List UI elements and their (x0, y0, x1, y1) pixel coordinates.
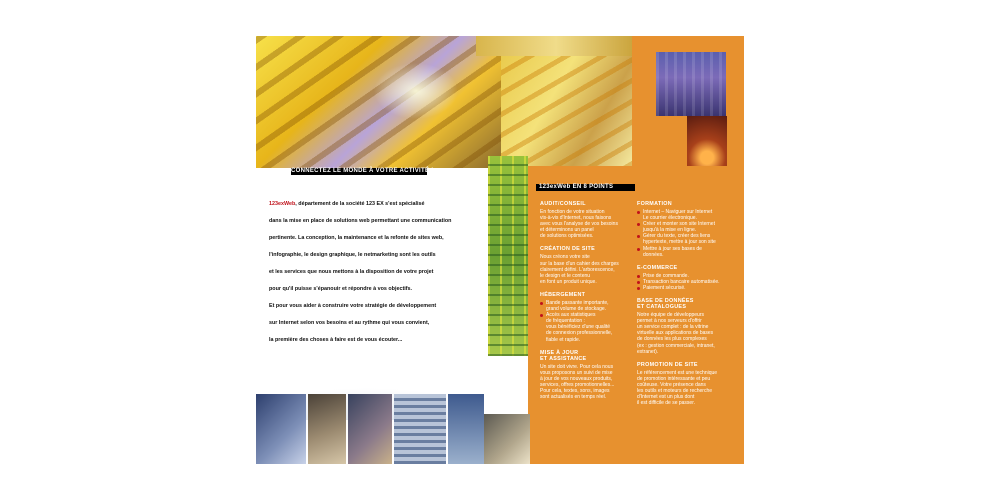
bullet-item: Gérer du texte, créer des liens hypertexte, mettre à jour son site (637, 233, 733, 245)
section-promotion: PROMOTION DE SITE Le référencement est une technique de promotion intéressante et peu coûteuse. Votre présence dans les outils et moteurs de recherche d'Internet est un plus dont il est difficile de se passer. (637, 362, 733, 407)
bullet-item: Internet – Naviguer sur Internet Le courrier électronique. (637, 209, 733, 221)
cables-photo-band (476, 36, 636, 56)
section-hebergement (540, 292, 636, 343)
section-title: HÉBERGEMENT (540, 291, 586, 298)
section-creation: CRÉATION DE SITE Nous créons votre site sur la base d'un cahier des charges clairement défini. L'arborescence, le design et le contenu en font un produit unique. (540, 246, 636, 284)
section-title: PROMOTION DE SITE (637, 361, 698, 368)
intro-line: et les services que nous mettons à la disposition de votre projet (269, 269, 434, 275)
bullet-item: Créer et monter son site Internet jusqu'à la mise en ligne. (637, 221, 733, 233)
section-mise-a-jour: MISE À JOUR ET ASSISTANCE Un site doit vivre. Pour cela nous vous proposons un suivi de mise à jour de vos nouveaux produits, services, offres promotionnelles... Pour cela, textes, sons, images sont actualisés en temps réel. (540, 350, 636, 401)
section-title: BASE DE DONNÉES ET CATALOGUES (637, 298, 694, 311)
section-bases: BASE DE DONNÉES ET CATALOGUES Notre équipe de développeurs permet à nos serveurs d'offrir un service complet : de la vitrine virtuelle aux applications de bases de données les plus complexes (ex : gestion commerciale, intranet, extranet). (637, 298, 733, 355)
brochure-spread (256, 36, 744, 464)
section-title: AUDIT/CONSEIL (540, 201, 586, 207)
bullet-item: Mettre à jour ses bases de données. (637, 246, 733, 258)
banner-8-points: 123exWeb EN 8 POINTS (536, 184, 635, 191)
bullet-item: Transaction bancaire automatisée. (637, 279, 733, 285)
thumbnail-photo (348, 394, 392, 464)
section-formation (637, 201, 733, 258)
section-title: CRÉATION DE SITE (540, 246, 596, 253)
intro-text (269, 196, 484, 349)
intro-line: pour qu'il puisse s'épanouir et répondre à vos objectifs. (269, 286, 413, 292)
bullet-item: Accès aux statistiques de fréquentation : vous bénéficiez d'une qualité de connexion professionnelle, fiable et rapide. (540, 312, 636, 342)
section-audit: AUDIT/CONSEIL En fonction de votre situation vis-à-vis d'Internet, nous faisons avec vous l'analyse de vos besoins et déterminons un panel de solutions optimisées. (540, 201, 636, 239)
points-column-right (637, 201, 733, 413)
bullet-item: Paiement sécurisé. (637, 285, 733, 291)
thumbnail-photo (256, 394, 306, 464)
brand-name: 123exWeb (269, 201, 296, 207)
intro-line: sur Internet selon vos besoins et au rythme qui vous convient, (269, 320, 430, 326)
cables-photo (256, 36, 501, 168)
bullet-item: Bande passante importante, grand volume de stockage. (540, 300, 636, 312)
intro-line: la première des choses à faire est de vous écouter... (269, 337, 403, 343)
intro-line: dans la mise en place de solutions web permettant une communication (269, 218, 452, 224)
intro-line: 123exWeb, département de la société 123 EX s'est spécialisé (269, 201, 425, 207)
section-ecommerce (637, 265, 733, 291)
banner-connect: CONNECTEZ LE MONDE À VOTRE ACTIVITÉ ! (291, 168, 434, 174)
points-column-left (540, 201, 636, 407)
city-skyline-photo (656, 52, 726, 116)
thumbnail-photo (308, 394, 346, 464)
cables-photo-extension (501, 46, 633, 166)
section-title: FORMATION (637, 201, 672, 207)
intro-line: pertinente. La conception, la maintenance et la refonte de sites web, (269, 235, 444, 241)
bullet-item: Prise de commande. (637, 273, 733, 279)
circuit-board-photo (488, 156, 528, 356)
crane-sunset-photo (687, 116, 727, 168)
section-title: MISE À JOUR ET ASSISTANCE (540, 349, 587, 362)
section-title: E-COMMERCE (637, 264, 678, 271)
meeting-photo (484, 414, 530, 464)
intro-line: l'infographie, le design graphique, le netmarketing sont les outils (269, 252, 436, 258)
thumbnail-photo (448, 394, 484, 464)
thumbnail-photo (394, 394, 446, 464)
intro-line: Et pour vous aider à construire votre stratégie de développement (269, 303, 437, 309)
